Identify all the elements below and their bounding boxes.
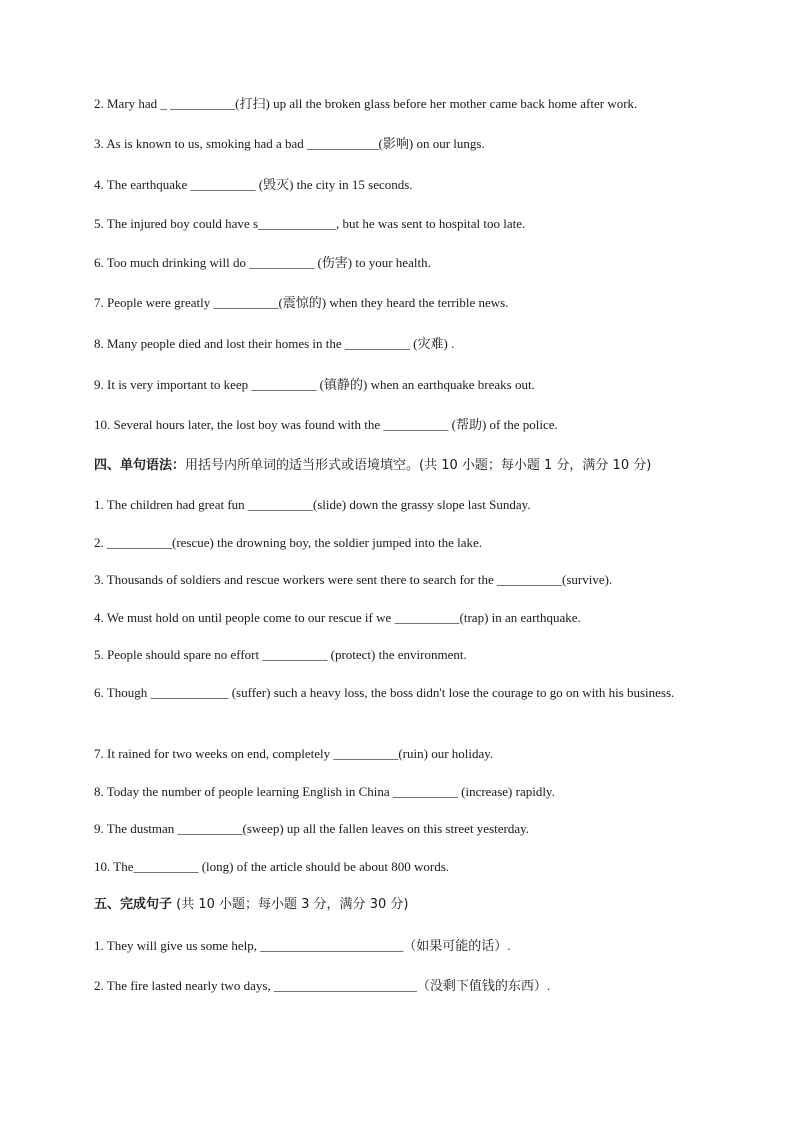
- question-3-6: 6. Too much drinking will do __________ (伤害) to your health.: [94, 255, 431, 270]
- question-3-7: 7. People were greatly __________(震惊的) when they heard the terrible news.: [94, 295, 509, 310]
- question-4-9: 9. The dustman __________(sweep) up all the fallen leaves on this street yesterday.: [94, 821, 530, 836]
- question-3-4: 4. The earthquake __________ (毁灭) the city in 15 seconds.: [94, 177, 413, 192]
- question-4-1: 1. The children had great fun __________(slide) down the grassy slope last Sunday.: [94, 497, 531, 512]
- question-3-9: 9. It is very important to keep __________ (镇静的) when an earthquake breaks out.: [94, 377, 535, 392]
- question-4-10: 10. The__________ (long) of the article should be about 800 words.: [94, 859, 450, 874]
- section-4-title: 四、单句语法：: [94, 458, 186, 473]
- question-3-10: 10. Several hours later, the lost boy was found with the __________ (帮助) of the police.: [94, 417, 558, 432]
- question-5-1: 1. They will give us some help, ______________________（如果可能的话）.: [94, 938, 511, 953]
- section-4-instructions: 用括号内所单词的适当形式或语境填空。(共 10 小题；每小题 1 分，满分 10 分): [185, 458, 652, 473]
- section-5-instructions: (共 10 小题；每小题 3 分，满分 30 分): [172, 897, 409, 912]
- section-4-heading: [94, 457, 714, 475]
- question-4-3: 3. Thousands of soldiers and rescue workers were sent there to search for the __________(survive).: [94, 572, 613, 587]
- question-4-5: 5. People should spare no effort __________ (protect) the environment.: [94, 647, 467, 662]
- section-5-heading: [94, 896, 714, 914]
- section-5-title: 五、完成句子: [94, 897, 173, 912]
- question-4-6: 6. Though ____________ (suffer) such a heavy loss, the boss didn't lose the courage to go on with his business.: [94, 685, 675, 700]
- question-4-8: 8. Today the number of people learning English in China __________ (increase) rapidly.: [94, 784, 555, 799]
- question-4-7: 7. It rained for two weeks on end, completely __________(ruin) our holiday.: [94, 746, 494, 761]
- question-3-5: 5. The injured boy could have s____________, but he was sent to hospital too late.: [94, 216, 526, 231]
- question-4-4: 4. We must hold on until people come to our rescue if we __________(trap) in an earthquake.: [94, 610, 581, 625]
- question-3-2: 2. Mary had _ __________(打扫) up all the broken glass before her mother came back home after work.: [94, 96, 638, 111]
- question-5-2: 2. The fire lasted nearly two days, ______________________（没剩下值钱的东西）.: [94, 978, 551, 993]
- question-3-3: 3. As is known to us, smoking had a bad ___________(影响) on our lungs.: [94, 136, 485, 151]
- question-4-2: 2. __________(rescue) the drowning boy, the soldier jumped into the lake.: [94, 535, 482, 550]
- question-3-8: 8. Many people died and lost their homes in the __________ (灾难) .: [94, 336, 455, 351]
